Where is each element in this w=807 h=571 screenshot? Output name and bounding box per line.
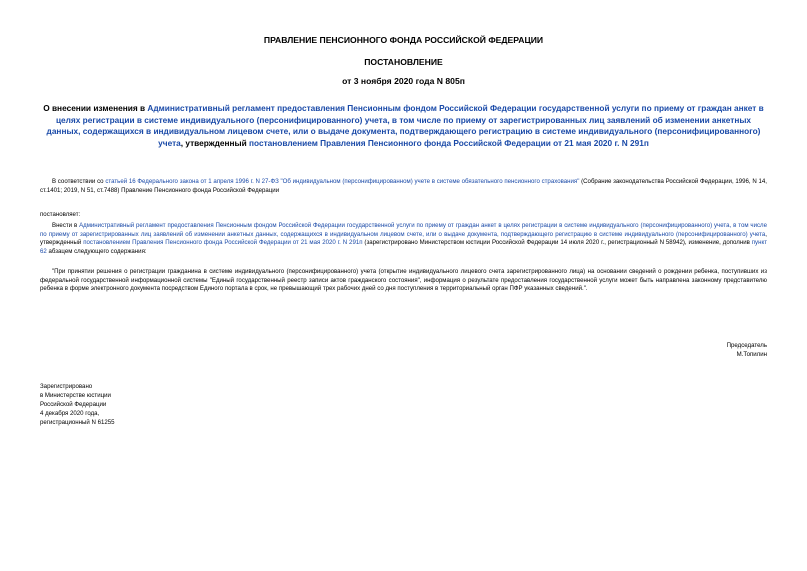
signature-position: Председатель <box>726 342 767 349</box>
amendment-resolution-link[interactable]: постановлением Правления Пенсионного фонда Российской Федерации от 21 мая 2020 г. N 291п <box>83 239 363 247</box>
amendment-suffix: абзацем следующего содержания: <box>46 247 147 255</box>
registration-line-4: 4 декабря 2020 года, <box>40 410 100 417</box>
quote-text: "При принятии решения о регистрации гражданина в системе индивидуального (персонифицированного) учета (открытие индивидуального лицевого счета зарегистрированного лица) на основании сведений о рождении ребенка, поступивших из федеральной государственной информационной системы "Единый государственный реестр записи актов гражданского состояния", информация о результате предоставления государственной услуги может быть направлена законному представителю ребенка в форме электронного документа посредством Единого портала в срок, не превышающий трех рабочих дней со дня поступления в территориальный орган ПФР указанных сведений.". <box>40 268 767 293</box>
amendment-middle: , утвержденный <box>40 230 767 247</box>
document-date: от 3 ноября 2020 года N 805п <box>342 76 465 86</box>
title-prefix: О внесении изменения в <box>43 103 148 113</box>
registration-block <box>40 382 115 427</box>
document-type: ПОСТАНОВЛЕНИЕ <box>364 57 443 67</box>
amendment-paragraph <box>40 222 767 256</box>
title-regulation-link[interactable]: Административный регламент предоставления Пенсионным фондом Российской Федерации государственной услуги по приему от граждан анкет в целях регистрации в системе индивидуального (персонифицированного) учета, в том числе по приему от зарегистрированных лиц заявлений об изменении анкетных данных, содержащихся в индивидуальном лицевом счете, или о выдаче документа, подтверждающего регистрацию в системе индивидуального (персонифицированного) учета <box>46 103 764 148</box>
title-resolution-link[interactable]: постановлением Правления Пенсионного фонда Российской Федерации от 21 мая 2020 г. N 291п <box>249 137 649 148</box>
title-middle: , утвержденный <box>180 137 249 148</box>
quote-paragraph <box>40 268 767 294</box>
amendment-middle2: (зарегистрировано Министерством юстиции Российской Федерации 14 июля 2020 г., регистрационный N 58942), изменение, дополнив <box>362 239 752 247</box>
basis-prefix: В соответствии со <box>52 178 106 185</box>
organization-heading: ПРАВЛЕНИЕ ПЕНСИОННОГО ФОНДА РОССИЙСКОЙ ФЕДЕРАЦИИ <box>263 35 544 45</box>
amendment-regulation-link[interactable]: Административный регламент предоставления Пенсионным фондом Российской Федерации государственной услуги по приему от граждан анкет в целях регистрации в системе индивидуального (персонифицированного) учета, в том числе по приему от зарегистрированных лиц заявлений об изменении анкетных данных, содержащихся в индивидуальном лицевом счете, или о выдаче документа, подтверждающего регистрацию в системе индивидуального (персонифицированного) учета <box>40 222 768 238</box>
signature-name: М.Топилин <box>736 351 767 358</box>
registration-line-1: Зарегистрировано <box>40 383 93 390</box>
document-title <box>40 103 767 149</box>
decrees-word: постановляет: <box>40 211 81 218</box>
basis-suffix: (Собрание законодательства Российской Федерации, 1996, N 14, ст.1401; 2019, N 51, ст.7488) Правление Пенсионного фонда Российской Федерации <box>40 178 767 194</box>
registration-line-3: Российской Федерации <box>40 401 107 408</box>
amendment-prefix: Внести в <box>52 222 80 229</box>
amendment-item-link[interactable]: пункт 62 <box>40 239 767 255</box>
signature-block <box>727 341 767 359</box>
registration-line-2: в Министерстве юстиции <box>40 392 111 399</box>
basis-article-link[interactable]: статьей 16 Федерального закона от 1 апреля 1996 г. N 27-ФЗ "Об индивидуальном (персонифицированном) учете в системе обязательного пенсионного страхования" <box>105 178 580 185</box>
registration-line-5: регистрационный N 61255 <box>40 419 115 426</box>
basis-paragraph <box>40 178 767 195</box>
